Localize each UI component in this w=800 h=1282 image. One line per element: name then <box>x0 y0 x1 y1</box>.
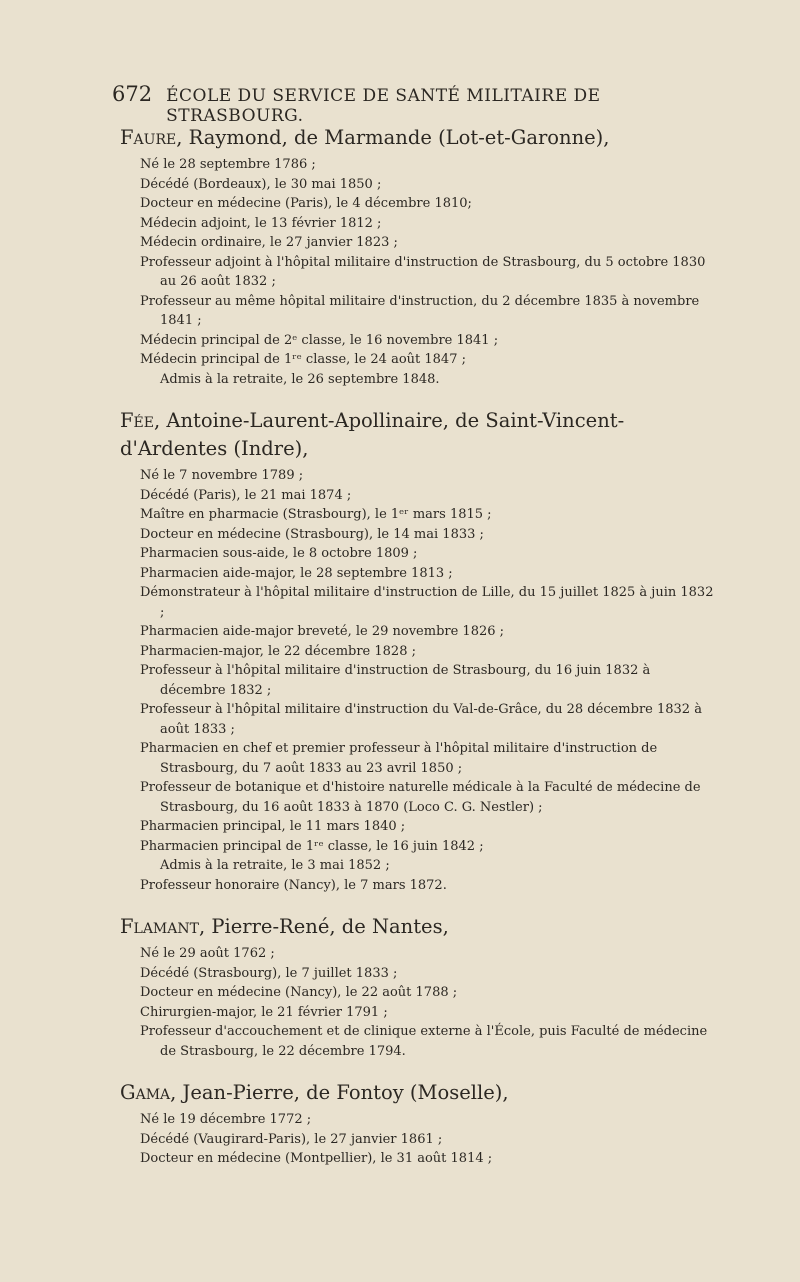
entry-line: Pharmacien aide-major, le 28 septembre 1813 ; <box>140 565 453 581</box>
entry-name-rest: Pierre-René, de Nantes, <box>205 915 449 938</box>
entry-line: Né le 28 septembre 1786 ; <box>140 157 316 172</box>
entry-line: Professeur à l'hôpital militaire d'instruction de Strasbourg, du 16 juin 1832 à décembre 1832 ; <box>140 663 651 698</box>
entry-line: Médecin ordinaire, le 27 janvier 1823 ; <box>140 235 398 250</box>
entry-fee <box>120 407 715 895</box>
entry-line: Maître en pharmacie (Strasbourg), le 1ᵉʳ mars 1815 ; <box>140 507 492 522</box>
entry-line: Pharmacien principal, le 11 mars 1840 ; <box>140 819 406 834</box>
entry-name <box>120 124 715 152</box>
entry-line: Admis à la retraite, le 3 mai 1852 ; <box>160 858 390 873</box>
entry-line: Pharmacien sous-aide, le 8 octobre 1809 ; <box>140 546 418 561</box>
entry-name-rest: Jean-Pierre, de Fontoy (Moselle), <box>176 1081 509 1104</box>
entry-line: Docteur en médecine (Strasbourg), le 14 mai 1833 ; <box>140 526 484 542</box>
entry-line: Né le 19 décembre 1772 ; <box>140 1112 312 1127</box>
entry-name-rest: Raymond, de Marmande (Lot-et-Garonne), <box>182 126 610 149</box>
entry-line: Décédé (Vaugirard-Paris), le 27 janvier 1861 ; <box>140 1131 443 1147</box>
entry-line: Professeur à l'hôpital militaire d'instruction du Val-de-Grâce, du 28 décembre 1832 à août 1833 ; <box>140 702 702 737</box>
page-number: 672 <box>112 82 153 106</box>
entry-line: Professeur au même hôpital militaire d'instruction, du 2 décembre 1835 à novembre 1841 ; <box>140 293 700 328</box>
entry-flamant <box>120 913 715 1061</box>
entry-line: Décédé (Strasbourg), le 7 juillet 1833 ; <box>140 965 398 981</box>
entry-line: Médecin principal de 2ᵉ classe, le 16 novembre 1841 ; <box>140 332 499 348</box>
running-header <box>112 82 712 126</box>
entry-line: Docteur en médecine (Nancy), le 22 août 1788 ; <box>140 985 458 1000</box>
entry-line: Professeur d'accouchement et de clinique externe à l'École, puis Faculté de médecine de Strasbourg, le 22 décembre 1794. <box>140 1024 708 1059</box>
entry-line: Démonstrateur à l'hôpital militaire d'instruction de Lille, du 15 juillet 1825 à juin 1832 ; <box>140 585 714 620</box>
entry-line: Pharmacien principal de 1ʳᵉ classe, le 16 juin 1842 ; <box>140 838 484 854</box>
entry-line: Pharmacien-major, le 22 décembre 1828 ; <box>140 643 416 659</box>
entry-line: Décédé (Bordeaux), le 30 mai 1850 ; <box>140 176 382 192</box>
entry-line: Docteur en médecine (Paris), le 4 décembre 1810; <box>140 196 472 211</box>
entry-line: Né le 7 novembre 1789 ; <box>140 468 304 483</box>
entry-line: Né le 29 août 1762 ; <box>140 946 275 961</box>
entry-line: Décédé (Paris), le 21 mai 1874 ; <box>140 487 352 503</box>
entry-name-rest: Antoine-Laurent-Apollinaire, de Saint-Vincent-d'Ardentes (Indre), <box>120 409 625 460</box>
entry-line: Professeur de botanique et d'histoire naturelle médicale à la Faculté de médecine de Strasbourg, du 16 août 1833 à 1870 (Loco C. G. Nestler) ; <box>140 780 701 815</box>
entry-gama <box>120 1079 715 1169</box>
entry-line: Chirurgien-major, le 21 février 1791 ; <box>140 1004 388 1020</box>
running-title: ÉCOLE DU SERVICE DE SANTÉ MILITAIRE DE STRASBOURG. <box>166 86 601 126</box>
entry-surname: Gama, <box>120 1081 177 1104</box>
entry-line: Professeur honoraire (Nancy), le 7 mars 1872. <box>140 877 447 893</box>
entry-name <box>120 407 715 463</box>
entry-faure <box>120 124 715 389</box>
entry-line: Docteur en médecine (Montpellier), le 31 août 1814 ; <box>140 1151 493 1166</box>
entries <box>120 124 715 1187</box>
entry-name <box>120 913 715 941</box>
entry-line: Médecin principal de 1ʳᵉ classe, le 24 août 1847 ; <box>140 352 466 367</box>
entry-surname: Faure, <box>120 126 183 149</box>
entry-line: Professeur adjoint à l'hôpital militaire d'instruction de Strasbourg, du 5 octobre 1830 au 26 août 1832 ; <box>140 254 706 289</box>
entry-name <box>120 1079 715 1107</box>
entry-line: Médecin adjoint, le 13 février 1812 ; <box>140 215 382 231</box>
entry-line: Pharmacien en chef et premier professeur à l'hôpital militaire d'instruction de Strasbourg, du 7 août 1833 au 23 avril 1850 ; <box>140 741 658 776</box>
entry-surname: Flamant, <box>120 915 206 938</box>
entry-line: Pharmacien aide-major breveté, le 29 novembre 1826 ; <box>140 624 505 639</box>
entry-line: Admis à la retraite, le 26 septembre 1848. <box>160 371 440 387</box>
entry-surname: Fée, <box>120 409 161 432</box>
